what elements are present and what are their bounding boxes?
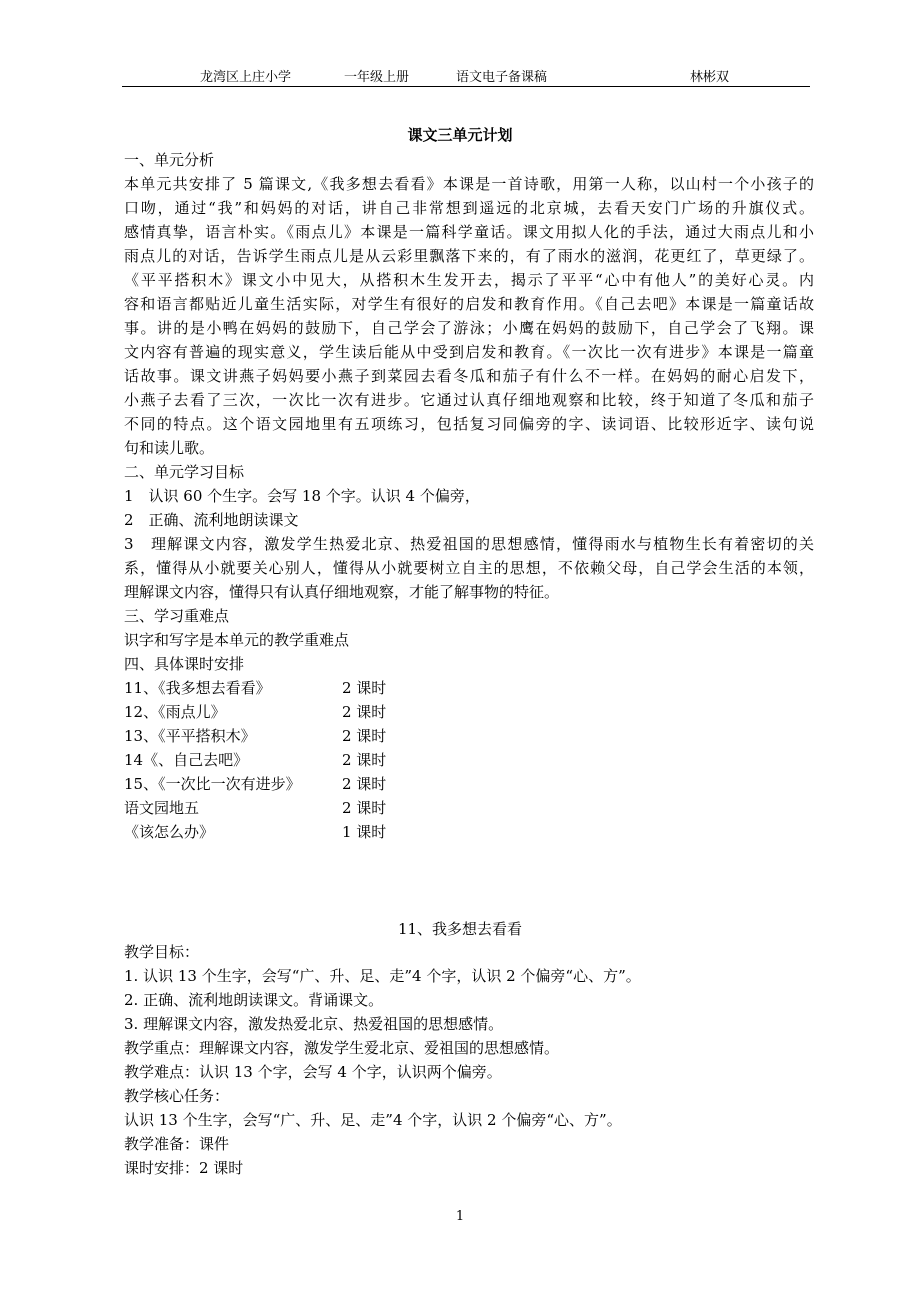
schedule-lesson: 12、《雨点儿》	[124, 703, 226, 721]
schedule-hours: 2 课时	[342, 703, 387, 721]
schedule-hours: 2 课时	[342, 727, 387, 745]
goals-label: 教学目标：	[124, 943, 200, 961]
paragraph-line: 本单元共安排了 5 篇课文,《我多想去看看》本课是一首诗歌，用第一人称，以山村一个小孩子的	[124, 175, 814, 193]
schedule-row	[124, 724, 424, 748]
paragraph-line: 小燕子去看了三次，一次比一次有进步。它通过认真仔细地观察和比较，终于知道了冬瓜和茄子	[124, 391, 814, 409]
goal-item-line: 3 理解课文内容，激发学生热爱北京、热爱祖国的思想感情，懂得雨水与植物生长有着密切的关	[124, 535, 814, 553]
schedule-row	[124, 676, 424, 700]
paragraph-line: 话故事。课文讲燕子妈妈要小燕子到菜园去看冬瓜和茄子有什么不一样。在妈妈的耐心启发下，	[124, 367, 814, 385]
paragraph-line: 雨点儿的对话，告诉学生雨点儿是从云彩里飘落下来的，有了雨水的滋润，花更红了，草更绿了。	[124, 247, 814, 265]
goal-item-line: 理解课文内容，懂得只有认真仔细地观察，才能了解事物的特征。	[124, 583, 560, 601]
lesson-11-title: 11、我多想去看看	[397, 920, 523, 938]
paragraph-line: 感情真挚，语言朴实。《雨点儿》本课是一篇科学童话。课文用拟人化的手法，通过大雨点儿和小	[124, 223, 814, 241]
paragraph-line: 文内容有普遍的现实意义，学生读后能从中受到启发和教育。《一次比一次有进步》本课是一篇童	[124, 343, 814, 361]
difficulty: 教学难点：认识 13 个字，会写 4 个字，认识两个偏旁。	[124, 1063, 502, 1081]
section-heading: 一、单元分析	[124, 151, 215, 169]
schedule-lesson: 语文园地五	[124, 799, 200, 817]
header-doc-type: 语文电子备课稿	[456, 70, 548, 85]
schedule-hours: 2 课时	[342, 751, 387, 769]
goal-item: 2. 正确、流利地朗读课文。背诵课文。	[124, 991, 384, 1009]
preparation: 教学准备：课件	[124, 1135, 230, 1153]
goal-item: 3. 理解课文内容，激发热爱北京、热爱祖国的思想感情。	[124, 1015, 504, 1033]
header-grade: 一年级上册	[344, 70, 410, 85]
schedule-lesson: 15、《一次比一次有进步》	[124, 775, 301, 793]
paragraph-line: 口吻，通过“我”和妈妈的对话，讲自己非常想到遥远的北京城，去看天安门广场的升旗仪式。	[124, 199, 814, 217]
key-point: 教学重点：理解课文内容，激发学生爱北京、爱祖国的思想感情。	[124, 1039, 560, 1057]
section-heading: 三、学习重难点	[124, 607, 230, 625]
section-heading: 四、具体课时安排	[124, 655, 245, 673]
schedule-hours: 2 课时	[342, 799, 387, 817]
schedule-row	[124, 748, 424, 772]
page-header	[122, 64, 810, 87]
schedule-lesson: 14《、自己去吧》	[124, 751, 249, 769]
schedule-row	[124, 700, 424, 724]
section-heading: 二、单元学习目标	[124, 463, 245, 481]
paragraph-line: 事。讲的是小鸭在妈妈的鼓励下，自己学会了游泳；小鹰在妈妈的鼓励下，自己学会了飞翔。课	[124, 319, 814, 337]
difficulty-text: 识字和写字是本单元的教学重难点	[124, 631, 350, 649]
paragraph-line: 容和语言都贴近儿童生活实际，对学生有很好的启发和教育作用。《自己去吧》本课是一篇童话故	[124, 295, 814, 313]
schedule-lesson: 11、《我多想去看看》	[124, 679, 271, 697]
schedule-lesson: 13、《平平搭积木》	[124, 727, 256, 745]
goal-item: 2 正确、流利地朗读课文	[124, 511, 299, 529]
paragraph-line: 不同的特点。这个语文园地里有五项练习，包括复习同偏旁的字、读词语、比较形近字、读句说	[124, 415, 814, 433]
lesson-schedule	[124, 676, 424, 844]
schedule-hours: 1 课时	[342, 823, 387, 841]
paragraph-line: 《平平搭积木》课文小中见大，从搭积木生发开去，揭示了平平“心中有他人”的美好心灵。内	[124, 271, 814, 289]
schedule-row	[124, 796, 424, 820]
header-author: 林彬双	[690, 70, 730, 85]
core-task-label: 教学核心任务：	[124, 1087, 230, 1105]
unit-plan-title: 课文三单元计划	[407, 126, 513, 144]
page-number: 1	[455, 1209, 465, 1224]
schedule-row	[124, 820, 424, 844]
class-schedule: 课时安排：2 课时	[124, 1159, 244, 1177]
paragraph-line: 句和读儿歌。	[124, 439, 215, 457]
goal-item: 1 认识 60 个生字。会写 18 个字。认识 4 个偏旁，	[124, 487, 480, 505]
header-school: 龙湾区上庄小学	[200, 70, 292, 85]
goal-item: 1. 认识 13 个生字，会写“广、升、足、走”4 个字，认识 2 个偏旁“心、方”。	[124, 967, 641, 985]
schedule-lesson: 《该怎么办》	[124, 823, 215, 841]
core-task: 认识 13 个生字，会写“广、升、足、走”4 个字，认识 2 个偏旁“心、方”。	[124, 1111, 622, 1129]
goal-item-line: 系，懂得从小就要关心别人，懂得从小就要树立自主的思想，不依赖父母，自己学会生活的本领，	[124, 559, 814, 577]
schedule-hours: 2 课时	[342, 679, 387, 697]
schedule-hours: 2 课时	[342, 775, 387, 793]
unit-analysis-section	[124, 148, 814, 676]
schedule-row	[124, 772, 424, 796]
lesson-11-section	[124, 940, 814, 1180]
